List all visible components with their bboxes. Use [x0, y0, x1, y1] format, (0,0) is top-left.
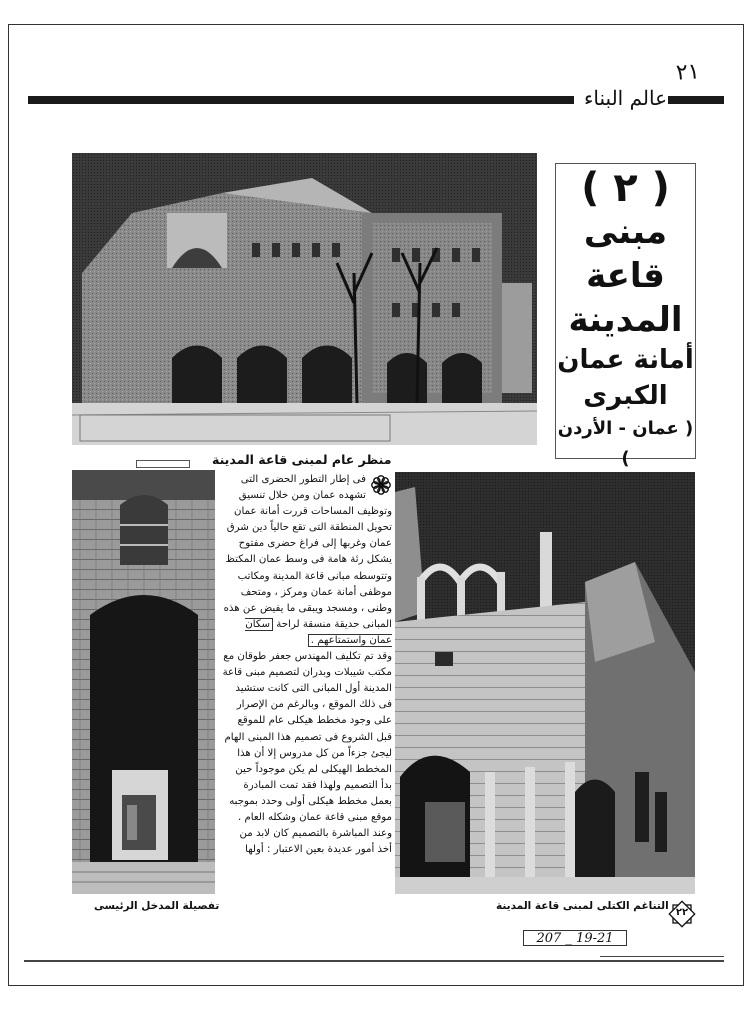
page-badge: [668, 900, 696, 928]
top-building-photo: [72, 153, 537, 445]
title-location: ( عمان - الأردن ): [557, 418, 694, 469]
header-bar-left: [28, 96, 574, 104]
article-paragraph-2: وقد تم تكليف المهندس جعفر طوقان مع مكتب شيبلات وبدران لتصميم مبنى قاعة المدينة أول المبانى التى كانت ستشيد فى ذلك الموقع ، وبالرغم من الإصرار على وجود مخطط هيكلى عام للموقع قبل الشروع فى تصميم هذا المبنى الهام ليجئ جزءاً من كل مدروس إلا أن هذا المخطط الهيكلى لم يكن موجوداً حين بدأ التصميم ولهذا فقد تمت المبادرة بعمل مخطط هيكلى أولى وحدد بموجبه موقع مبنى قاعة عمان وشكله العام .: [222, 651, 392, 823]
header-bar-right: [668, 96, 724, 104]
bottom-rule-short: [600, 956, 724, 957]
article-body: [222, 472, 392, 896]
caption-marker-box: [136, 460, 190, 468]
title-line-3: المدينة: [568, 300, 683, 340]
article-boxed-phrase: سكان عمان واستمتاعهم .: [245, 618, 392, 646]
archive-reference: 207 _ 19-21: [523, 930, 627, 946]
article-title-box: [555, 163, 696, 469]
caption-entrance-detail: تفصيلة المدخل الرئيسى: [94, 900, 220, 912]
title-line-4: أمانة عمان: [557, 345, 694, 375]
caption-massing: التناغم الكتلى لمبنى قاعة المدينة: [496, 900, 669, 912]
page-badge-number: ٢٢: [675, 907, 689, 918]
title-line-5: الكبرى: [583, 381, 668, 411]
caption-top-photo: منظر عام لمبنى قاعة المدينة: [212, 452, 392, 467]
article-paragraph-1: [222, 472, 392, 649]
title-line-2: قاعة: [586, 256, 665, 296]
bottom-rule: [24, 960, 724, 962]
article-number: ( ٢ ): [581, 165, 670, 211]
massing-photo: [395, 472, 695, 894]
page-number: ٢١: [675, 59, 701, 86]
flower-ornament-icon: [370, 474, 392, 496]
entrance-detail-photo: [72, 470, 215, 894]
article-paragraph-1-text: فى إطار التطور الحضرى التى تشهده عمان ومن خلال تنسيق وتوظيف المساحات قررت أمانة عمان تحويل المنطقة التى تقع حالياً دين شرق عمان وغربها إلى فراغ حضرى مفتوح يشكل رئة هامة فى وسط عمان المكتظ وتتوسطه مبانى قاعة المدينة ومكاتب موظفى أمانة عمان ومركز ، ومتحف وطنى ، ومسجد ويبقى ما يفيض عن هذه المبانى حديقة منسقة لراحة: [223, 474, 392, 630]
masthead: عالم البناء: [584, 86, 668, 110]
title-line-1: مبنى: [583, 212, 668, 252]
article-paragraph-3: وعند المباشرة بالتصميم كان لابد من أخذ أمور عديدة بعين الاعتبار : أولها: [239, 828, 392, 856]
